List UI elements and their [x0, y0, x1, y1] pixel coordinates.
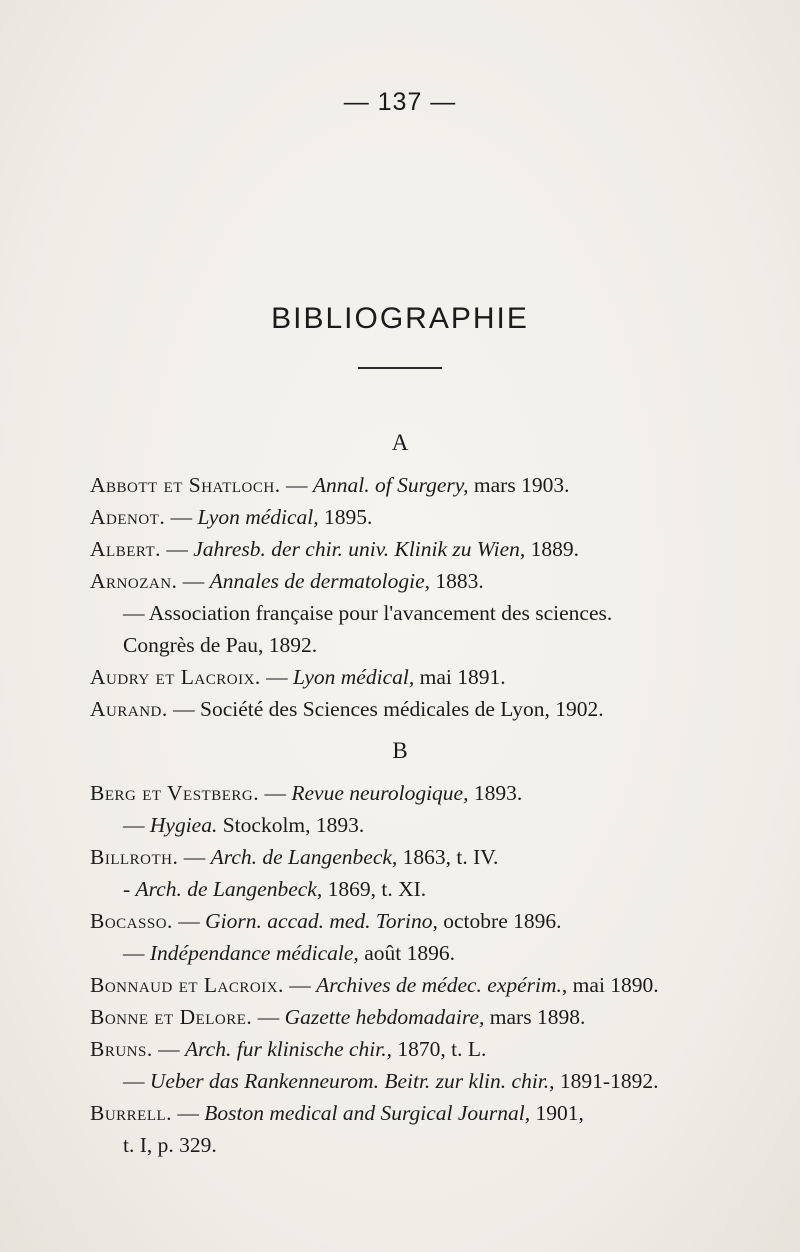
title-divider	[358, 367, 442, 369]
bibliography-entry: Arnozan. — Annales de dermatologie, 1883.	[90, 569, 484, 593]
bibliography-entry: Albert. — Jahresb. der chir. univ. Klinik zu Wien, 1889.	[90, 537, 580, 561]
page-number: — 137 —	[343, 88, 457, 116]
bibliography-entry: Audry et Lacroix. — Lyon médical, mai 1891.	[90, 665, 506, 689]
bibliography-entry: Bonnaud et Lacroix. — Archives de médec. expérim., mai 1890.	[90, 973, 659, 997]
bibliography-entry: — Association française pour l'avancement des sciences.	[123, 601, 613, 625]
bibliography-entry: Adenot. — Lyon médical, 1895.	[90, 505, 373, 529]
bibliography-entry: Aurand. — Société des Sciences médicales de Lyon, 1902.	[90, 697, 604, 721]
section-heading-a: A	[391, 430, 409, 455]
section-heading-b: B	[392, 738, 408, 763]
bibliography-entry: - Arch. de Langenbeck, 1869, t. XI.	[123, 877, 427, 901]
bibliography-entry: — Hygiea. Stockolm, 1893.	[123, 813, 365, 837]
bibliography-entry: — Ueber das Rankenneurom. Beitr. zur klin. chir., 1891-1892.	[123, 1069, 659, 1093]
bibliography-entry: Abbott et Shatloch. — Annal. of Surgery, mars 1903.	[90, 473, 570, 497]
bibliography-entry: Bonne et Delore. — Gazette hebdomadaire, mars 1898.	[90, 1005, 586, 1029]
bibliography-entry: Billroth. — Arch. de Langenbeck, 1863, t. IV.	[90, 845, 499, 869]
page-title: BIBLIOGRAPHIE	[271, 302, 529, 335]
bibliography-entry: Bruns. — Arch. fur klinische chir., 1870, t. L.	[90, 1037, 487, 1061]
bibliography-entry-continuation: Congrès de Pau, 1892.	[123, 633, 318, 657]
bibliography-entry: Bocasso. — Giorn. accad. med. Torino, octobre 1896.	[90, 909, 562, 933]
bibliography-entry: Burrell. — Boston medical and Surgical Journal, 1901,	[90, 1101, 584, 1125]
bibliography-entry: Berg et Vestberg. — Revue neurologique, 1893.	[90, 781, 523, 805]
bibliography-entry: — Indépendance médicale, août 1896.	[123, 941, 455, 965]
bibliography-entry-continuation: t. I, p. 329.	[123, 1133, 217, 1157]
